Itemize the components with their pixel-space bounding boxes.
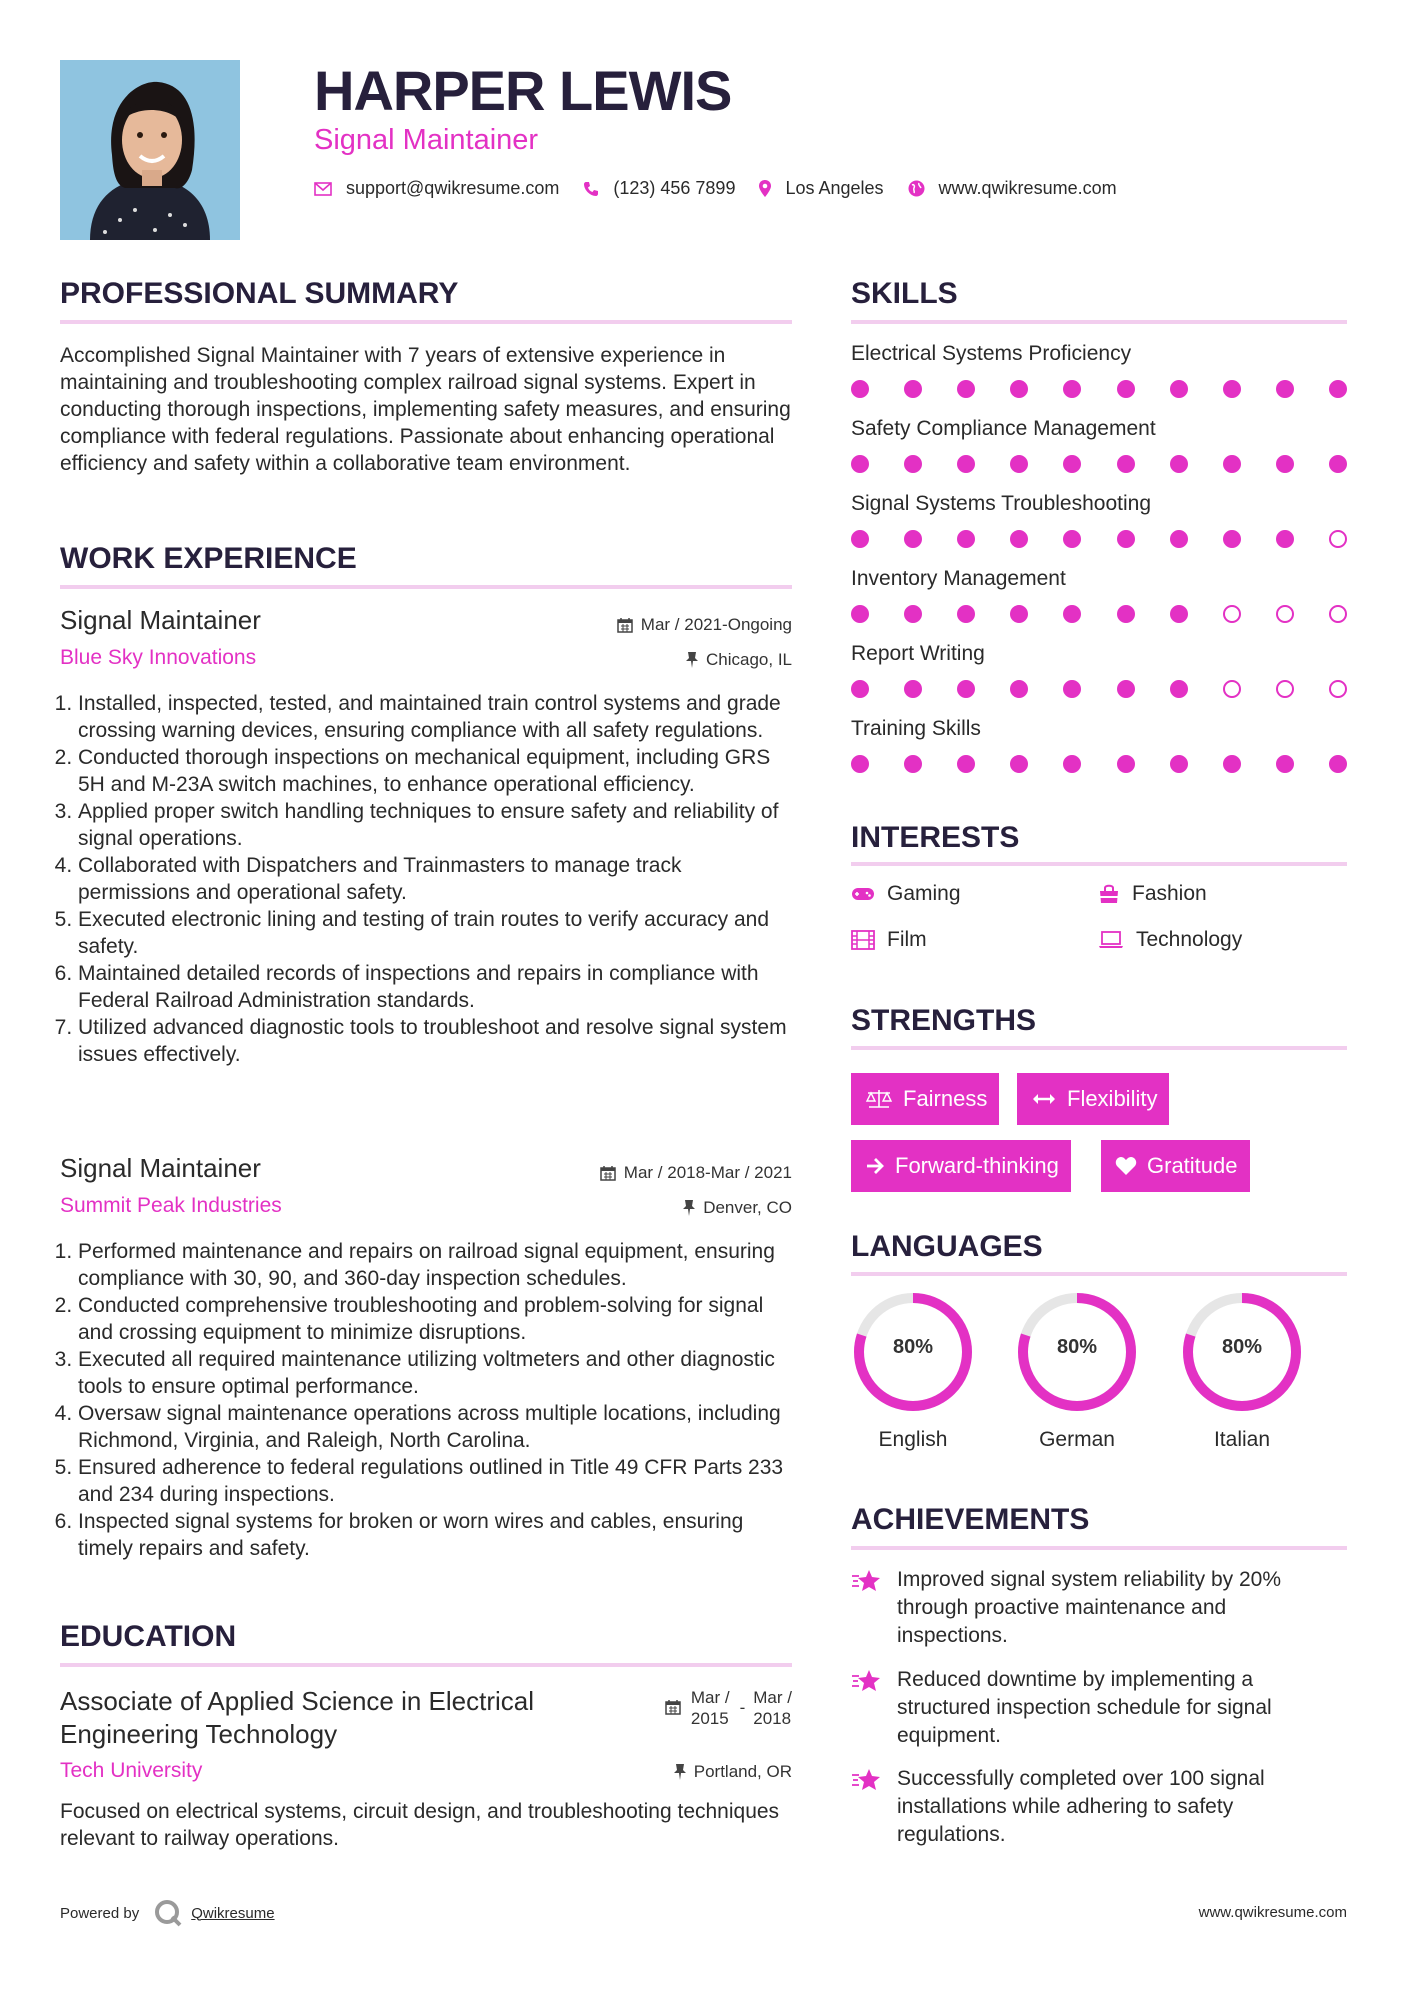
duty-item: 6. Maintained detailed records of inspections and repairs in compliance with Federal Railroad Administration standards. [78,960,792,1014]
rating-dot-filled [904,530,922,548]
rating-dot-filled [1170,680,1188,698]
skill-rating [851,447,1347,492]
map-pin-icon [759,180,771,197]
rating-dot-filled [1329,455,1347,473]
duty-item: 3. Applied proper switch handling techniques to ensure safety and reliability of signal operations. [78,798,792,852]
languages-divider [851,1272,1347,1276]
qwikresume-logo-icon [153,1898,183,1928]
language-item [851,1290,975,1452]
pushpin-icon [686,652,698,668]
contact-website[interactable] [908,178,1117,199]
education-heading: EDUCATION [60,1620,237,1653]
rating-dot-filled [1117,380,1135,398]
skill-rating [851,372,1347,417]
end-year: 2018 [753,1709,792,1728]
rating-dot-filled [1063,530,1081,548]
education-divider [60,1663,792,1667]
skills-list [851,342,1347,792]
rating-dot-filled [851,755,869,773]
contact-location [759,178,883,199]
strength-label: Gratitude [1147,1153,1238,1178]
rating-dot-filled [957,380,975,398]
strength-tag [1101,1140,1250,1192]
interest-fashion [1098,882,1207,906]
rating-dot-filled [1223,755,1241,773]
interest-label: Technology [1136,928,1243,951]
contact-email[interactable] [314,178,559,199]
achievements-divider [851,1546,1347,1550]
contact-phone[interactable] [583,178,735,199]
job-location-text: Chicago, IL [706,650,792,669]
duty-item: 5. Ensured adherence to federal regulations outlined in Title 49 CFR Parts 233 and 234 during inspections. [78,1454,792,1508]
achievement-text: Reduced downtime by implementing a structured inspection schedule for signal equipment. [897,1668,1272,1747]
languages-heading: LANGUAGES [851,1230,1043,1263]
balance-scale-icon [865,1088,893,1110]
job-entry [60,605,792,1125]
strength-label: Forward-thinking [895,1153,1059,1178]
strength-tag [1017,1073,1169,1125]
strength-label: Fairness [903,1086,988,1111]
rating-dot-filled [957,605,975,623]
rating-dot-filled [1010,755,1028,773]
rating-dot-filled [904,680,922,698]
film-icon [851,930,875,950]
strength-tag [851,1073,999,1125]
powered-by-label: Powered by [60,1904,140,1922]
rating-dot-filled [1010,605,1028,623]
job-company: Summit Peak Industries [60,1194,282,1217]
degree-line: Associate of Applied Science in Electrical [60,1686,535,1716]
calendar-icon [600,1165,616,1181]
rating-dot-filled [1063,455,1081,473]
location-text: Los Angeles [785,178,884,198]
rating-dot-filled [1010,455,1028,473]
language-name: English [878,1428,948,1451]
rating-dot-filled [851,530,869,548]
achievements-heading: ACHIEVEMENTS [851,1503,1090,1536]
footer-website[interactable]: www.qwikresume.com [1198,1904,1347,1921]
job-title: Signal Maintainer [60,605,261,635]
rating-dot-empty [1329,680,1347,698]
summary-divider [60,320,792,324]
arrow-right-icon [865,1157,885,1175]
rating-dot-filled [1276,755,1294,773]
rating-dot-filled [1170,455,1188,473]
duty-item: 4. Oversaw signal maintenance operations across multiple locations, including Richmond, Virginia, and Raleigh, North Carolina. [78,1400,792,1454]
rating-dot-filled [1117,680,1135,698]
education-end [753,1687,792,1729]
education-location [674,1762,792,1782]
education-start [691,1687,730,1729]
rating-dot-filled [851,380,869,398]
duty-item: 6. Inspected signal systems for broken or worn wires and cables, ensuring timely repairs and safety. [78,1508,792,1562]
rating-dot-filled [851,455,869,473]
skill-name: Report Writing [851,642,985,665]
start-year: 2015 [690,1709,729,1728]
language-percent: 80% [1221,1336,1263,1358]
rating-dot-filled [1117,755,1135,773]
job-location-text: Denver, CO [703,1198,792,1217]
duty-item: 1. Installed, inspected, tested, and maintained train control systems and grade crossing warning devices, ensuring compliance with all safety regulations. [78,690,792,744]
strength-label: Flexibility [1067,1086,1158,1111]
skill-name: Signal Systems Troubleshooting [851,492,1151,515]
skill-rating [851,747,1347,792]
job-location [683,1198,792,1218]
achievement-text: Improved signal system reliability by 20% through proactive maintenance and inspections. [897,1568,1281,1647]
job-duties [60,1238,792,1562]
interests-divider [851,862,1347,866]
rating-dot-filled [1329,755,1347,773]
duty-item: 1. Performed maintenance and repairs on railroad signal equipment, ensuring compliance with 30, 90, and 360-day inspection schedules. [78,1238,792,1292]
rating-dot-filled [904,455,922,473]
candidate-name: HARPER LEWIS [314,59,732,122]
education-date [665,1687,792,1729]
language-item [1015,1290,1139,1452]
globe-icon [908,180,925,197]
rating-dot-filled [957,680,975,698]
rating-dot-filled [1063,605,1081,623]
interest-gaming [851,882,961,906]
duty-item: 2. Conducted thorough inspections on mechanical equipment, including GRS 5H and M-23A switch machines, to enhance operational efficiency. [78,744,792,798]
date-separator: - [739,1698,746,1717]
rating-dot-filled [1276,380,1294,398]
end-month: Mar / [753,1688,792,1707]
summary-heading: PROFESSIONAL SUMMARY [60,277,459,310]
degree-title [60,1685,534,1751]
rating-dot-filled [1170,755,1188,773]
achievements-list [851,1566,1347,1866]
shopping-bag-icon [1098,884,1120,904]
job-duties [60,690,792,1068]
rating-dot-filled [1117,530,1135,548]
interests-heading: INTERESTS [851,821,1020,854]
skills-heading: SKILLS [851,277,958,310]
interest-film [851,928,927,952]
rating-dot-filled [957,455,975,473]
rating-dot-filled [1329,380,1347,398]
duty-item: 3. Executed all required maintenance utilizing voltmeters and other diagnostic tools to ensure optimal performance. [78,1346,792,1400]
qwikresume-link[interactable]: Qwikresume [191,1904,275,1922]
education-location-text: Portland, OR [693,1762,792,1781]
language-item [1180,1290,1304,1452]
rating-dot-filled [904,605,922,623]
rating-dot-filled [904,755,922,773]
achievement-text: Successfully completed over 100 signal installations while adhering to safety regulations. [897,1767,1265,1846]
rating-dot-filled [851,605,869,623]
skills-divider [851,320,1347,324]
achievement-item [851,1566,1327,1650]
school-name: Tech University [60,1759,203,1782]
rating-dot-filled [1063,380,1081,398]
interest-label: Fashion [1132,882,1207,905]
rating-dot-empty [1329,605,1347,623]
job-location [686,650,792,670]
language-percent: 80% [892,1336,934,1358]
rating-dot-empty [1276,680,1294,698]
interest-label: Gaming [887,882,961,905]
rating-dot-filled [1223,455,1241,473]
experience-divider [60,585,792,589]
rating-dot-filled [1276,530,1294,548]
phone-icon [583,181,599,197]
arrows-horizontal-icon [1031,1092,1057,1106]
interest-label: Film [887,928,927,951]
rating-dot-filled [957,755,975,773]
calendar-icon [617,617,633,633]
website-text: www.qwikresume.com [938,178,1117,198]
rating-dot-filled [1117,455,1135,473]
language-percent: 80% [1056,1336,1098,1358]
interest-technology [1098,928,1242,952]
rating-dot-filled [1010,530,1028,548]
profile-photo [60,60,240,240]
job-company: Blue Sky Innovations [60,646,257,669]
rating-dot-filled [904,380,922,398]
candidate-title: Signal Maintainer [314,124,539,156]
footer-powered-by [60,1898,275,1928]
rating-dot-filled [851,680,869,698]
language-name: German [1039,1428,1115,1451]
envelope-icon [314,182,332,196]
language-name: Italian [1213,1428,1271,1451]
achievement-item [851,1666,1327,1750]
skill-rating [851,522,1347,567]
calendar-icon [665,1699,681,1715]
skill-rating [851,597,1347,642]
rating-dot-filled [1276,455,1294,473]
skill-name: Inventory Management [851,567,1066,590]
rating-dot-empty [1276,605,1294,623]
experience-heading: WORK EXPERIENCE [60,542,357,575]
achievement-item [851,1765,1327,1849]
rating-dot-empty [1223,605,1241,623]
laptop-icon [1098,931,1124,949]
rating-dot-filled [1170,605,1188,623]
skill-name: Safety Compliance Management [851,417,1156,440]
job-date [617,615,792,635]
job-entry [60,1153,792,1573]
duty-item: 4. Collaborated with Dispatchers and Trainmasters to manage track permissions and operational safety. [78,852,792,906]
star-burst-icon [851,1668,883,1694]
strengths-heading: STRENGTHS [851,1004,1037,1037]
rating-dot-filled [1117,605,1135,623]
job-date-text: Mar / 2021-Ongoing [640,615,792,634]
rating-dot-empty [1223,680,1241,698]
pushpin-icon [674,1764,686,1780]
contact-bar [314,178,1141,199]
education-description: Focused on electrical systems, circuit design, and troubleshooting techniques relevant to railway operations. [60,1800,780,1850]
duty-item: 5. Executed electronic lining and testing of train routes to verify accuracy and safety. [78,906,792,960]
rating-dot-filled [1223,380,1241,398]
duty-item: 2. Conducted comprehensive troubleshooting and problem-solving for signal and crossing equipment to minimize disruptions. [78,1292,792,1346]
star-burst-icon [851,1568,883,1594]
rating-dot-filled [1010,680,1028,698]
strength-tag [851,1140,1071,1192]
duty-item: 7. Utilized advanced diagnostic tools to troubleshoot and resolve signal system issues effectively. [78,1014,792,1068]
rating-dot-filled [1063,680,1081,698]
strengths-divider [851,1046,1347,1050]
job-date-text: Mar / 2018-Mar / 2021 [623,1163,792,1182]
pushpin-icon [683,1200,695,1216]
degree-line: Engineering Technology [60,1719,338,1749]
education-entry [60,1685,792,1855]
skill-name: Electrical Systems Proficiency [851,342,1132,365]
gamepad-icon [851,886,875,902]
rating-dot-filled [957,530,975,548]
rating-dot-filled [1223,530,1241,548]
rating-dot-filled [1010,380,1028,398]
email-text: support@qwikresume.com [346,178,560,198]
star-burst-icon [851,1767,883,1793]
rating-dot-empty [1329,530,1347,548]
phone-text: (123) 456 7899 [613,178,736,198]
job-title: Signal Maintainer [60,1153,261,1183]
job-date [600,1163,792,1183]
summary-text: Accomplished Signal Maintainer with 7 years of extensive experience in maintaining and troubleshooting complex railroad signal systems. Expert in conducting thorough inspections, implementing safety measures, and ensuring compliance with federal regulations. Passionate about enhancing operational efficiency and safety within a collaborative team environment. [60,344,791,475]
heart-icon [1115,1156,1137,1176]
start-month: Mar / [690,1688,730,1707]
rating-dot-filled [1170,380,1188,398]
skill-rating [851,672,1347,717]
rating-dot-filled [1063,755,1081,773]
skill-name: Training Skills [851,717,981,740]
rating-dot-filled [1170,530,1188,548]
